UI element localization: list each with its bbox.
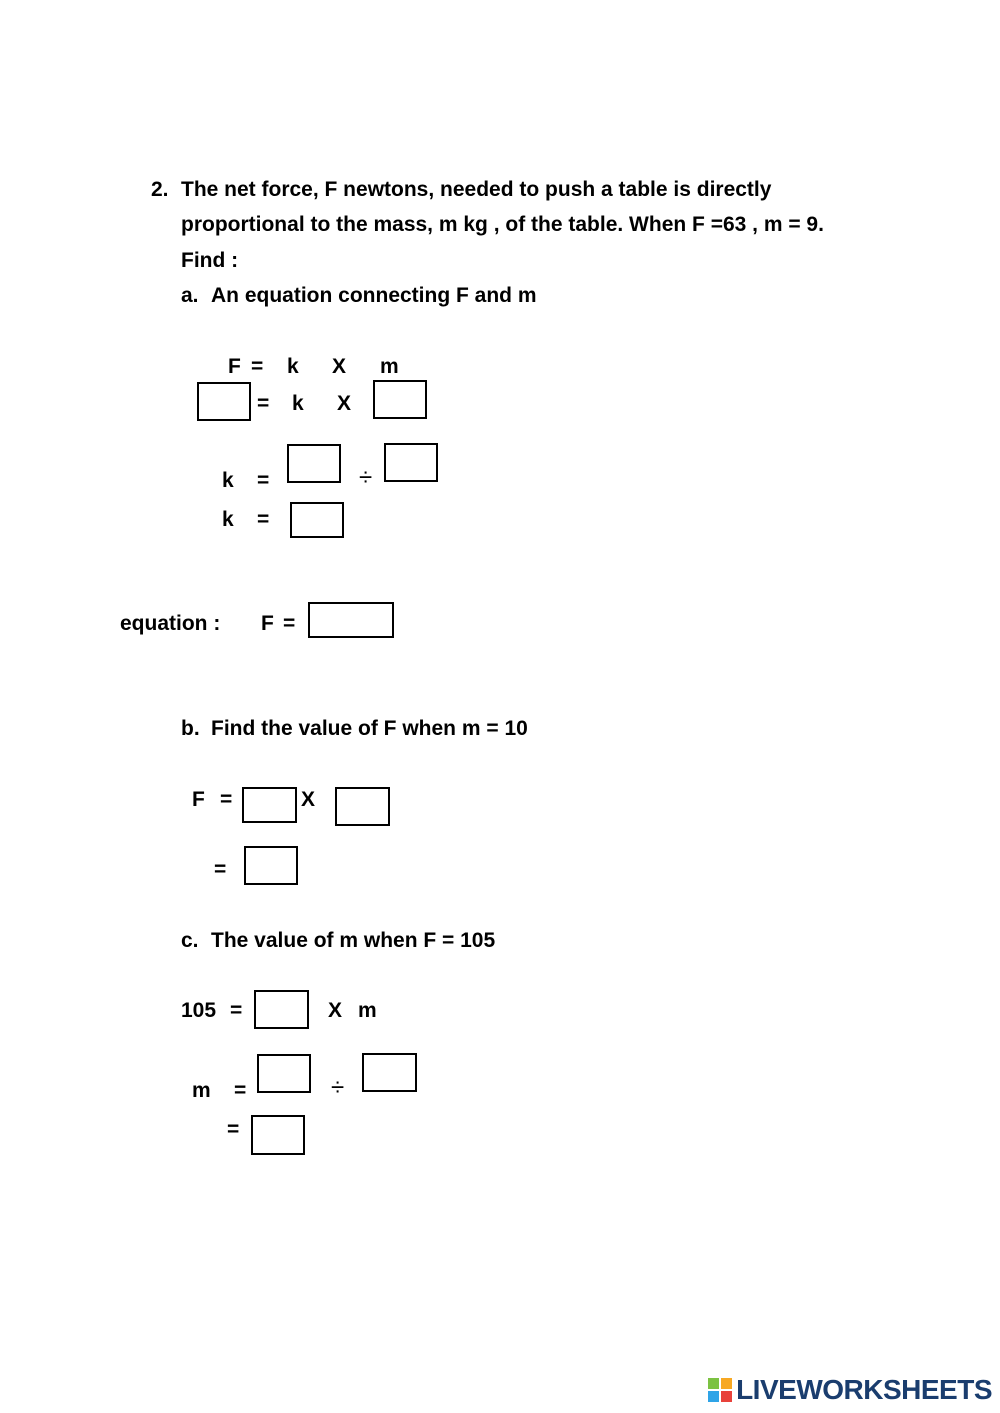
part-c-row2-m: m — [192, 1079, 211, 1102]
answer-box-c-result[interactable] — [251, 1115, 305, 1155]
part-a-divide-sign: ÷ — [359, 464, 373, 491]
part-a-row1-k: k — [287, 355, 299, 378]
part-a-row3-equals: = — [257, 469, 270, 492]
question-line-3: Find : — [181, 249, 239, 272]
question-number: 2. — [151, 178, 169, 201]
part-c-row1-equals: = — [230, 999, 243, 1022]
answer-box-a-dividend[interactable] — [287, 444, 341, 483]
answer-box-c-dividend[interactable] — [257, 1054, 311, 1093]
part-b-row2-equals: = — [214, 858, 227, 881]
part-a-row2-x: X — [337, 392, 352, 415]
part-c-row1-x: X — [328, 999, 343, 1022]
part-a-row2-k: k — [292, 392, 304, 415]
part-c-divide-sign: ÷ — [331, 1074, 345, 1101]
part-a-title: An equation connecting F and m — [211, 284, 537, 307]
part-c-title: The value of m when F = 105 — [211, 929, 496, 952]
part-b-row1-x: X — [301, 788, 316, 811]
answer-box-b-result[interactable] — [244, 846, 298, 885]
part-b-row1-equals: = — [220, 788, 233, 811]
equation-label: equation : — [120, 612, 221, 635]
equation-equals: = — [283, 612, 296, 635]
answer-box-a-m-value[interactable] — [373, 380, 427, 419]
logo-text: LIVEWORKSHEETS — [736, 1374, 992, 1405]
question-line-2: proportional to the mass, m kg , of the table. When F =63 , m = 9. — [181, 213, 824, 236]
liveworksheets-logo-icon — [708, 1378, 732, 1402]
part-a-row1-x: X — [332, 355, 347, 378]
liveworksheets-logo — [708, 1375, 992, 1405]
part-b-row1-f: F — [192, 788, 205, 811]
part-c-row1-value: 105 — [181, 999, 217, 1022]
part-b-title: Find the value of F when m = 10 — [211, 717, 528, 740]
answer-box-a-k-value[interactable] — [290, 502, 344, 538]
part-c-row1-m: m — [358, 999, 377, 1022]
answer-box-c-k[interactable] — [254, 990, 309, 1029]
part-a-label: a. — [181, 284, 199, 307]
answer-box-a-f-value[interactable] — [197, 382, 251, 421]
answer-box-b-k[interactable] — [242, 787, 297, 823]
part-a-row1-equals: = — [251, 355, 264, 378]
part-a-row1-f: F — [228, 355, 241, 378]
part-b-label: b. — [181, 717, 200, 740]
part-c-row3-equals: = — [227, 1118, 240, 1141]
answer-box-a-divisor[interactable] — [384, 443, 438, 482]
answer-box-c-divisor[interactable] — [362, 1053, 417, 1092]
answer-box-equation[interactable] — [308, 602, 394, 638]
part-a-row4-equals: = — [257, 508, 270, 531]
part-a-row3-k: k — [222, 469, 234, 492]
part-c-row2-equals: = — [234, 1079, 247, 1102]
part-a-row4-k: k — [222, 508, 234, 531]
part-a-row1-m: m — [380, 355, 399, 378]
part-a-row2-equals: = — [257, 392, 270, 415]
part-c-label: c. — [181, 929, 199, 952]
question-line-1: The net force, F newtons, needed to push a table is directly — [181, 178, 772, 201]
equation-f: F — [261, 612, 274, 635]
answer-box-b-m[interactable] — [335, 787, 390, 826]
